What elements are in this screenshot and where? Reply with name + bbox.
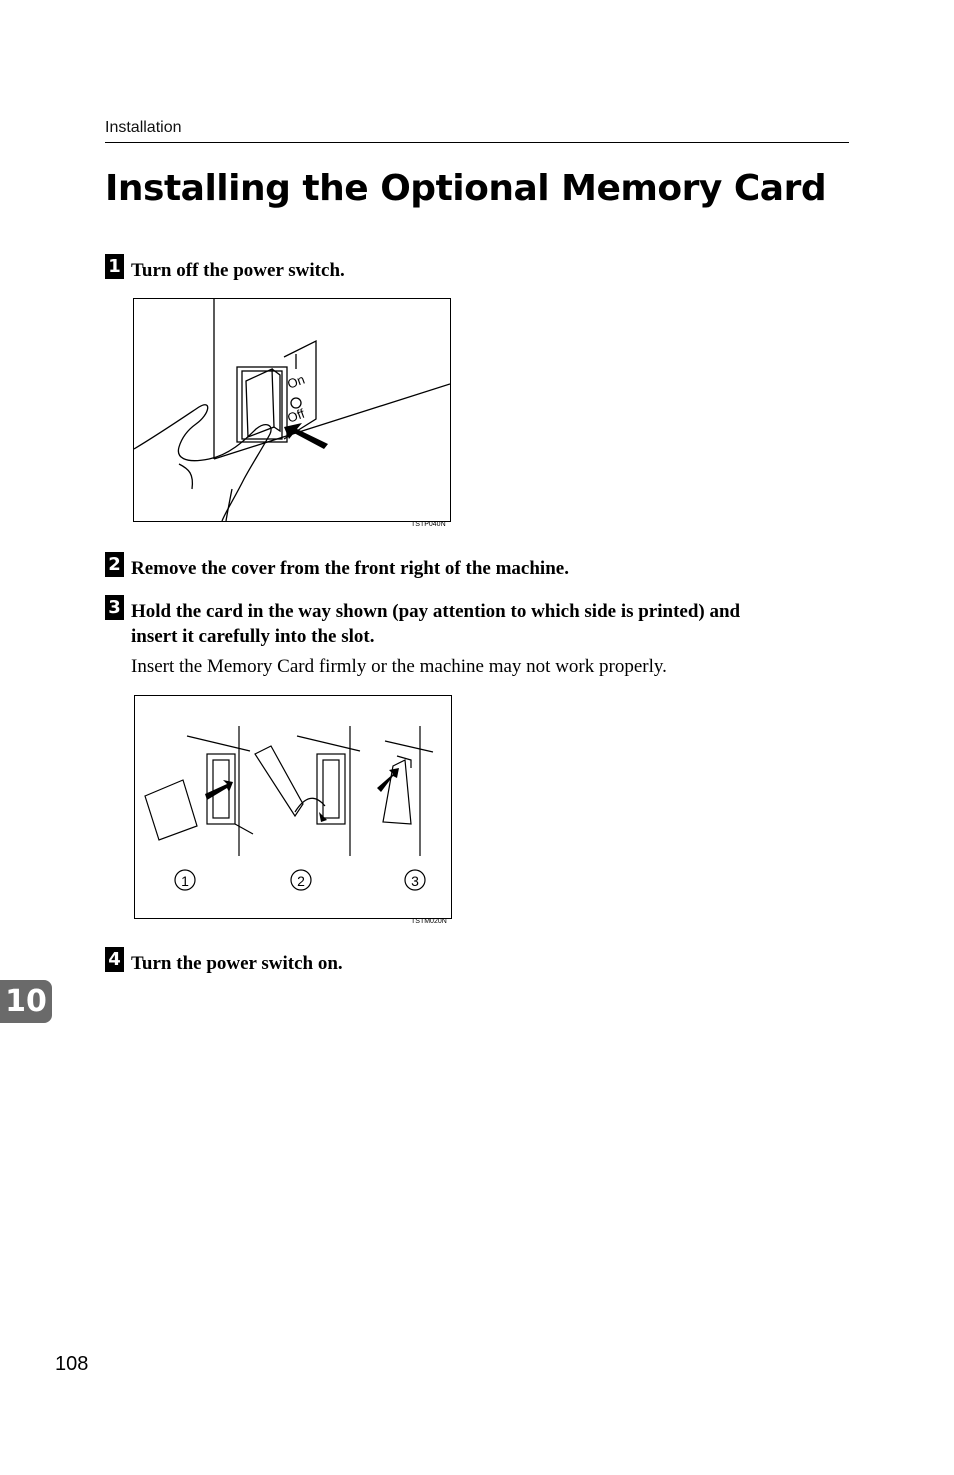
callout-1: 1 (181, 873, 189, 889)
power-switch-illustration (134, 299, 450, 521)
step-4-text: Turn the power switch on. (131, 953, 343, 974)
page-title: Installing the Optional Memory Card (105, 168, 827, 209)
step-3-marker: 3 (105, 595, 124, 620)
header-rule (105, 142, 849, 143)
step-3-text-line1: Hold the card in the way shown (pay attention to which side is printed) and (131, 601, 741, 622)
running-header: Installation (105, 119, 182, 136)
step-3-text-line2: insert it carefully into the slot. (131, 626, 375, 647)
step-2-text: Remove the cover from the front right of the machine. (131, 558, 569, 579)
step-2-marker: 2 (105, 552, 124, 577)
figure-2-code: TSTM020N (411, 918, 447, 925)
callout-3: 3 (411, 873, 419, 889)
memory-card-illustration (135, 696, 451, 918)
callout-2: 2 (297, 873, 305, 889)
step-1-text: Turn off the power switch. (131, 260, 345, 281)
switch-off-label: Off (285, 405, 307, 426)
step-4-marker: 4 (105, 947, 124, 972)
memory-card-figure (134, 695, 452, 919)
figure-1-code: TSTP040N (411, 521, 446, 528)
chapter-tab: 10 (0, 980, 52, 1023)
switch-on-label: On (285, 371, 307, 392)
step-3-note: Insert the Memory Card firmly or the machine may not work properly. (131, 656, 667, 677)
step-1-marker: 1 (105, 254, 124, 279)
page-number: 108 (55, 1353, 89, 1375)
power-switch-figure (133, 298, 451, 522)
